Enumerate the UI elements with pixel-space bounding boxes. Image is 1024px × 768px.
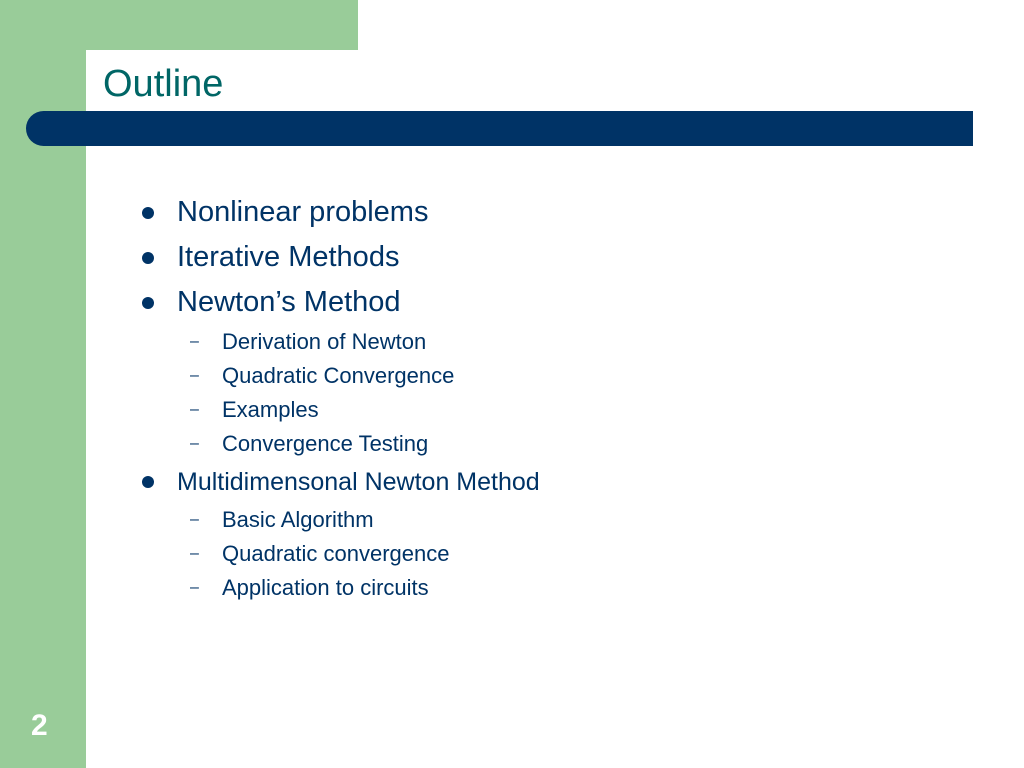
list-item-iterative-methods: [140, 235, 960, 280]
sub-item-quadratic-convergence: [140, 359, 960, 393]
sub-item-application-to-circuits: [140, 571, 960, 605]
outline-list: [140, 190, 960, 605]
bullet-dash-icon: –: [190, 401, 199, 418]
title-rule-bar: [26, 111, 973, 146]
sub-item-examples: [140, 393, 960, 427]
bullet-dash-icon: –: [190, 367, 199, 384]
list-item-nonlinear-problems: [140, 190, 960, 235]
list-item-multidimensional-newton: [140, 461, 960, 503]
sub-item-label: Quadratic convergence: [222, 541, 450, 566]
sub-item-basic-algorithm: [140, 503, 960, 537]
bullet-dot-icon: [142, 207, 154, 219]
page-number: 2: [31, 709, 48, 742]
bullet-dash-icon: –: [190, 579, 199, 596]
bullet-dash-icon: –: [190, 435, 199, 452]
sub-item-label: Convergence Testing: [222, 431, 429, 456]
list-item-label: Newton’s Method: [177, 286, 401, 318]
top-accent-band: [0, 0, 358, 50]
bullet-dash-icon: –: [190, 511, 199, 528]
sub-item-label: Examples: [222, 397, 319, 422]
bullet-dash-icon: –: [190, 545, 199, 562]
bullet-dash-icon: –: [190, 333, 199, 350]
sub-item-quadratic-convergence-2: [140, 537, 960, 571]
list-item-label: Nonlinear problems: [177, 196, 429, 228]
sub-item-convergence-testing: [140, 427, 960, 461]
sub-item-label: Derivation of Newton: [222, 329, 427, 354]
list-item-label: Iterative Methods: [177, 241, 400, 273]
sub-item-label: Application to circuits: [222, 575, 429, 600]
list-item-label: Multidimensonal Newton Method: [177, 468, 540, 496]
sub-item-label: Basic Algorithm: [222, 507, 374, 532]
sub-item-label: Quadratic Convergence: [222, 363, 455, 388]
bullet-dot-icon: [142, 297, 154, 309]
bullet-dot-icon: [142, 252, 154, 264]
sub-item-derivation: [140, 325, 960, 359]
slide-title: Outline: [103, 63, 224, 105]
list-item-newtons-method: [140, 280, 960, 325]
bullet-dot-icon: [142, 476, 154, 488]
